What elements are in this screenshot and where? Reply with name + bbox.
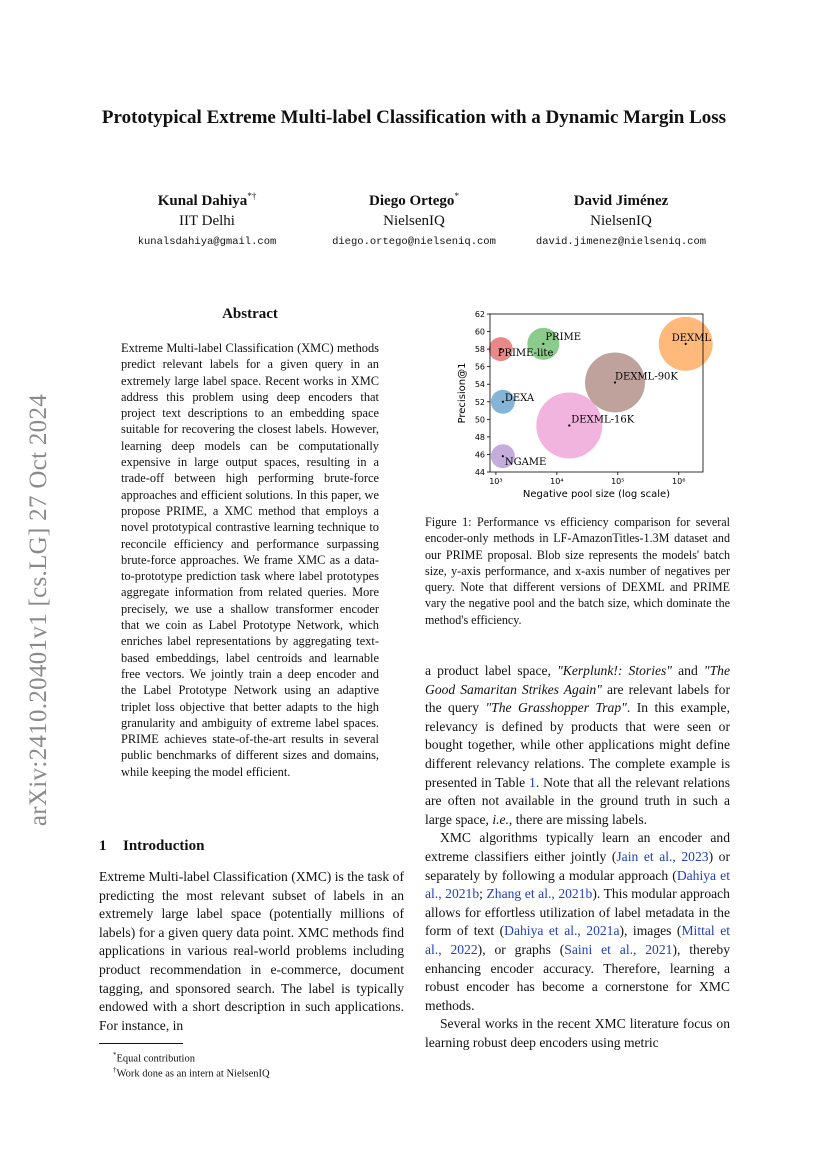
y-tick-label: 52 xyxy=(474,397,485,407)
y-tick-label: 58 xyxy=(474,345,485,355)
y-tick-label: 62 xyxy=(474,310,485,319)
point-label: NGAME xyxy=(504,457,547,469)
y-tick-label: 56 xyxy=(474,362,485,372)
footnote-mark: † xyxy=(113,1066,117,1074)
author-email[interactable]: diego.ortego@nielseniq.com xyxy=(332,236,496,248)
arxiv-identifier: arXiv:2410.20401v1 [cs.LG] 27 Oct 2024 xyxy=(25,393,52,827)
author-name: Kunal Dahiya xyxy=(157,193,248,209)
citation-link[interactable]: Mittal et al., 2022 xyxy=(425,923,730,957)
footnote-divider xyxy=(99,1043,183,1044)
point-label: PRIME-lite xyxy=(497,348,554,360)
paragraph: XMC algorithms typically learn an encoder and extreme classifiers either jointly (Jain et al., 2023) or separately by following a modular approach (Dahiya et al., 2021b; Zhang et al., 2021b). This modular approach allows for effortless utilization of label metadata in the form of text (Dahiya et al., 2021a), images (Mittal et al., 2022), or graphs (Saini et al., 2021), thereby enhancing encoder accuracy. Therefore, learning a robust encoder has become a cornerstone for XMC methods. xyxy=(425,830,731,1013)
author-email[interactable]: david.jimenez@nielseniq.com xyxy=(535,236,707,248)
point-ngame xyxy=(502,455,504,457)
point-label: PRIME xyxy=(545,331,582,343)
x-axis-label: Negative pool size (log scale) xyxy=(522,489,671,500)
point-label: DEXML-90K xyxy=(615,371,678,383)
section-heading-introduction xyxy=(99,838,204,855)
introduction-body: Extreme Multi-label Classification (XMC) is the task of predicting the most relevant subset of labels in an extremely large label space (potentially millions of labels) for a given query data point. XMC methods find applications in various real-world problems including product recommendation in e-commerce, document tagging, and sponsored search. The label is typically endowed with a short description in such applications. For instance, in xyxy=(99,869,404,1033)
point-label: DEXML-16K xyxy=(571,414,635,426)
point-dexml-16k xyxy=(568,424,570,426)
y-tick-label: 48 xyxy=(474,432,485,442)
abstract-body: Extreme Multi-label Classification (XMC) methods predict relevant labels for a given query in an extremely large label space. Recent works in XMC address this problem using deep encoders that project text descriptions to an embedding space suitable for recovering the closest labels. However, learning deep models can be computationally expensive in large output spaces, resulting in a trade-off between high performing brute-force approaches and efficient solutions. In this paper, we propose PRIME, a XMC method that employs a novel prototypical contrastive learning technique to reconcile efficiency and performance surpassing brute-force approaches. We frame XMC as a data-to-prototype prediction task where label prototypes aggregate information from related queries. More precisely, we use a shallow transformer encoder that we coin as Label Prototype Network, which enriches label representations by aggregating text-based embeddings, label centroids and learnable free vectors. We jointly train a deep encoder and the Label Prototype Network using an adaptive triplet loss objective that better adapts to the high granularity and ambiguity of extreme label spaces. PRIME achieves state-of-the-art results in several public benchmarks of different sizes and domains, while keeping the model efficient. xyxy=(121,341,379,779)
author-affiliation: NielsenIQ xyxy=(383,213,445,229)
citation-link[interactable]: Dahiya et al., 2021a xyxy=(504,923,620,939)
author-mark: *† xyxy=(247,191,257,201)
section-title: Introduction xyxy=(123,838,205,854)
section-number: 1 xyxy=(99,838,107,854)
footnote-mark: * xyxy=(113,1051,117,1059)
author-name: David Jiménez xyxy=(573,193,669,209)
author-affiliation: IIT Delhi xyxy=(179,213,235,229)
y-tick-label: 46 xyxy=(474,450,485,460)
author-3 xyxy=(521,186,721,253)
x-tick-label: 10⁴ xyxy=(550,477,564,486)
citation-link[interactable]: Dahiya et al., 2021b xyxy=(425,867,730,902)
paragraph: Several works in the recent XMC literature focus on learning robust deep encoders using metric xyxy=(425,1016,730,1050)
paragraph: a product label space, "Kerplunk!: Stories" and "The Good Samaritan Strikes Again" are relevant labels for the query "The Grasshopper Trap". In this example, relevancy is defined by products that were seen or bought together, while other applications might define different relevancy relations. The complete example is presented in Table 1. Note that all the relevant relations are often not available in the ground truth in such a large space, i.e., there are missing labels. xyxy=(425,663,730,827)
y-tick-label: 44 xyxy=(474,468,485,477)
author-email[interactable]: kunalsdahiya@gmail.com xyxy=(137,236,277,248)
author-affiliation: NielsenIQ xyxy=(590,213,652,229)
point-label: DEXA xyxy=(504,392,535,404)
footnote-2 xyxy=(113,1063,270,1082)
figure-1-chart xyxy=(425,300,730,505)
y-tick-label: 50 xyxy=(474,415,485,425)
y-tick-label: 54 xyxy=(474,380,485,390)
x-tick-label: 10³ xyxy=(489,477,503,486)
y-axis-label: Precision@1 xyxy=(457,362,468,424)
y-tick-label: 60 xyxy=(474,327,485,337)
author-name: Diego Ortego xyxy=(369,193,455,209)
footnote-text: Equal contribution xyxy=(116,1053,195,1065)
table-ref-link[interactable]: 1 xyxy=(529,774,536,790)
x-tick-label: 10⁵ xyxy=(611,477,625,486)
citation-link[interactable]: Jain et al., 2023 xyxy=(616,848,709,864)
author-mark: * xyxy=(454,191,459,201)
figure-caption: Figure 1: Performance vs efficiency comparison for several encoder-only methods in LF-AmazonTitles-1.3M dataset and our PRIME proposal. Blob size represents the models' batch size, y-axis performance, and x-axis number of negatives per query. Note that different versions of DEXML and PRIME vary the negative pool and the batch size, which dominate the method's efficiency. xyxy=(425,515,730,627)
point-label: DEXML xyxy=(671,332,712,344)
footnote-text: Work done as an intern at NielsenIQ xyxy=(116,1068,270,1080)
bubble-chart xyxy=(425,300,730,505)
author-2 xyxy=(314,186,514,253)
citation-link[interactable]: Saini et al., 2021 xyxy=(564,941,673,957)
right-column-body xyxy=(425,662,730,1052)
x-tick-label: 10⁶ xyxy=(672,477,686,486)
citation-link[interactable]: Zhang et al., 2021b xyxy=(486,886,593,902)
point-prime xyxy=(542,343,544,345)
abstract-heading: Abstract xyxy=(222,306,278,322)
author-1 xyxy=(107,186,307,253)
point-dexa xyxy=(502,401,504,403)
paper-title: Prototypical Extreme Multi-label Classification with a Dynamic Margin Loss xyxy=(101,107,727,128)
